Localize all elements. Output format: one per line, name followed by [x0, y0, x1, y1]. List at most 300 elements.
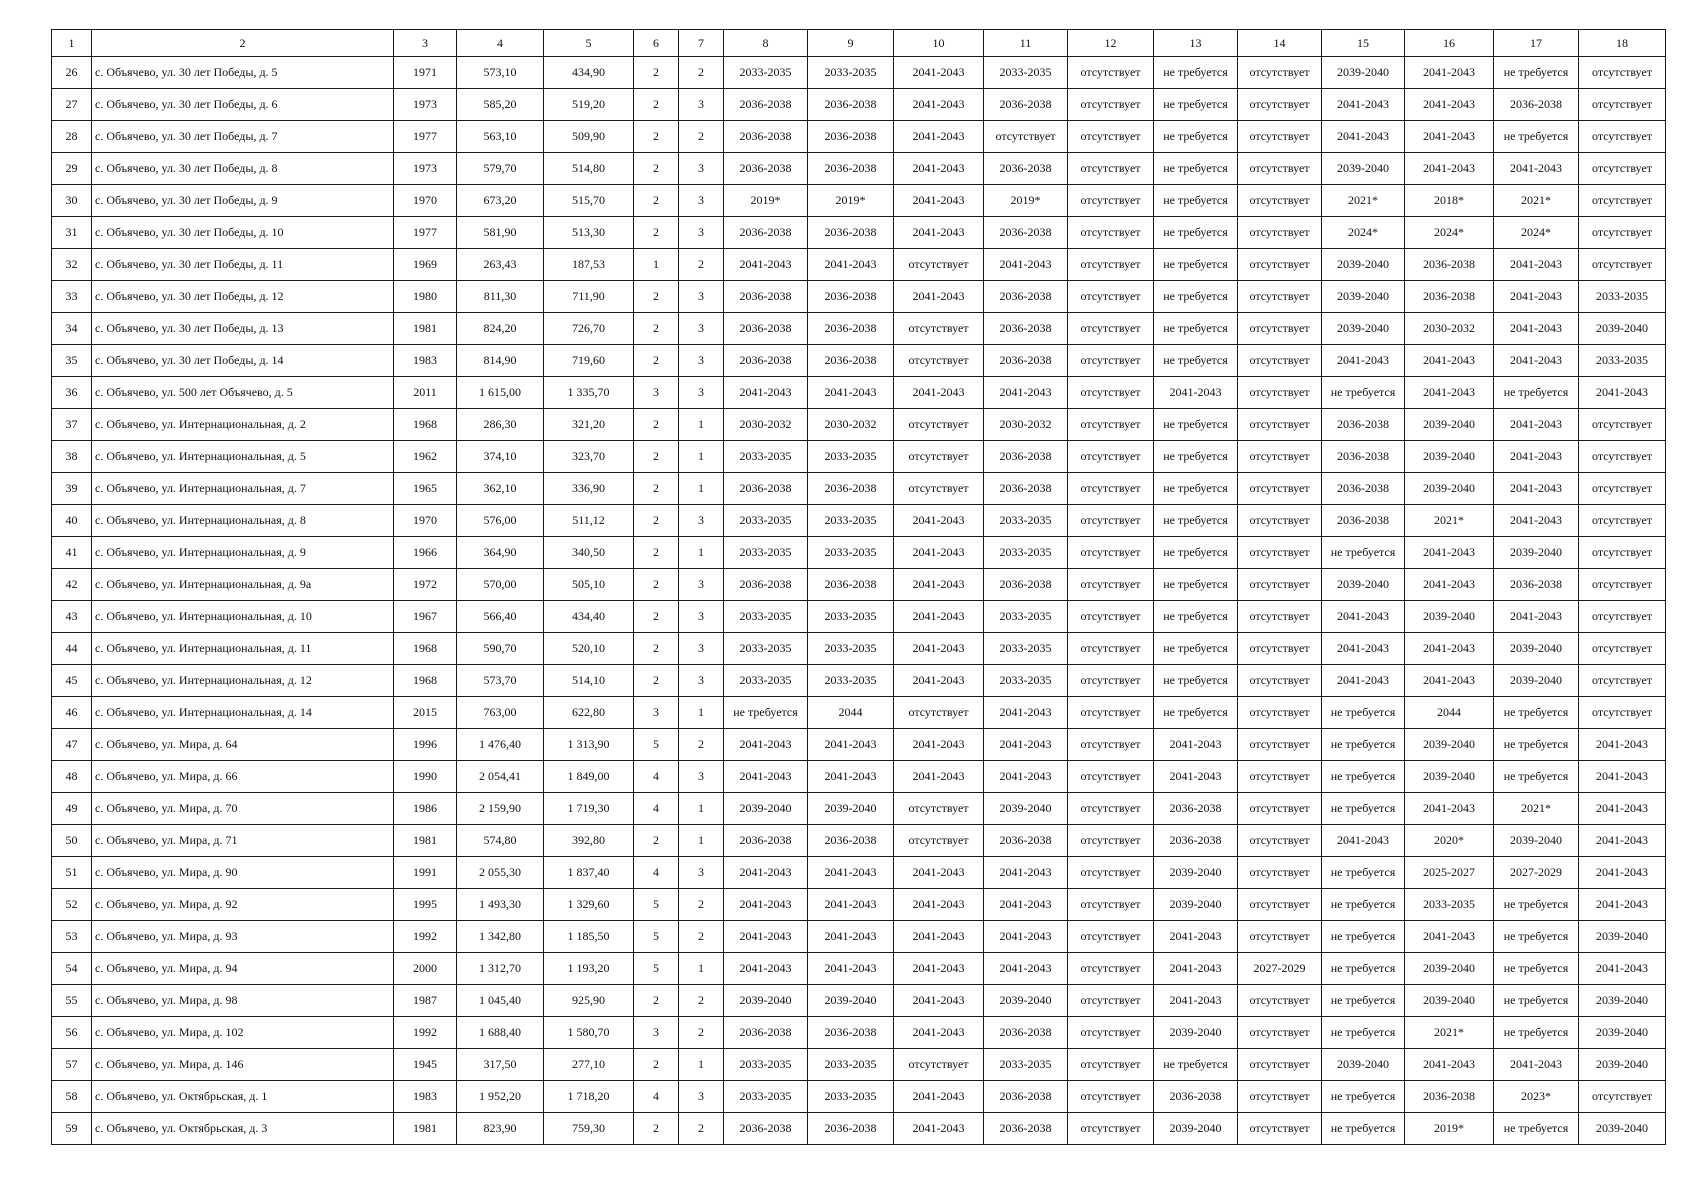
table-cell: 2041-2043 — [894, 857, 984, 889]
row-number-cell: 39 — [52, 473, 92, 505]
table-cell: 2044 — [808, 697, 894, 729]
table-cell: 2036-2038 — [984, 217, 1068, 249]
table-cell: отсутствует — [1579, 697, 1666, 729]
table-cell: 2019* — [808, 185, 894, 217]
table-cell: 2041-2043 — [984, 249, 1068, 281]
table-cell: 2 — [634, 505, 679, 537]
address-cell: с. Объячево, ул. Мира, д. 146 — [92, 1049, 394, 1081]
table-cell: 1981 — [394, 313, 457, 345]
table-cell: отсутствует — [1068, 57, 1154, 89]
table-row — [52, 889, 1666, 921]
table-cell: 2 — [634, 89, 679, 121]
table-cell: 2041-2043 — [808, 249, 894, 281]
table-row — [52, 857, 1666, 889]
table-cell: отсутствует — [1238, 601, 1322, 633]
table-cell: 2041-2043 — [1579, 793, 1666, 825]
table-cell: 2041-2043 — [1494, 313, 1579, 345]
table-cell: 2033-2035 — [808, 1081, 894, 1113]
table-cell: 1969 — [394, 249, 457, 281]
table-row — [52, 953, 1666, 985]
table-cell: 2041-2043 — [724, 953, 808, 985]
table-cell: 2041-2043 — [984, 697, 1068, 729]
table-row — [52, 153, 1666, 185]
table-cell: 2033-2035 — [1579, 281, 1666, 313]
table-row — [52, 921, 1666, 953]
table-cell: не требуется — [1322, 729, 1405, 761]
table-cell: 2036-2038 — [724, 217, 808, 249]
table-row — [52, 601, 1666, 633]
table-cell: отсутствует — [1238, 697, 1322, 729]
table-cell: 2036-2038 — [724, 473, 808, 505]
table-cell: 2041-2043 — [808, 761, 894, 793]
table-cell: 4 — [634, 761, 679, 793]
table-cell: 2039-2040 — [1405, 441, 1494, 473]
table-cell: 2036-2038 — [1494, 569, 1579, 601]
table-cell: 2039-2040 — [724, 793, 808, 825]
table-cell: отсутствует — [1579, 505, 1666, 537]
table-cell: 2033-2035 — [984, 505, 1068, 537]
table-cell: 2041-2043 — [1405, 1049, 1494, 1081]
table-cell: 2036-2038 — [984, 1113, 1068, 1145]
table-cell: 2030-2032 — [808, 409, 894, 441]
table-row — [52, 1081, 1666, 1113]
table-cell: 2039-2040 — [1322, 1049, 1405, 1081]
table-cell: 2033-2035 — [808, 537, 894, 569]
row-number-cell: 40 — [52, 505, 92, 537]
table-cell: 2036-2038 — [1154, 1081, 1238, 1113]
table-row — [52, 569, 1666, 601]
table-cell: отсутствует — [894, 345, 984, 377]
table-cell: 2039-2040 — [984, 793, 1068, 825]
table-cell: 2041-2043 — [1154, 729, 1238, 761]
table-cell: 509,90 — [544, 121, 634, 153]
table-cell: не требуется — [1322, 793, 1405, 825]
table-cell: 573,10 — [457, 57, 544, 89]
row-number-cell: 55 — [52, 985, 92, 1017]
table-cell: отсутствует — [1068, 345, 1154, 377]
table-cell: 2041-2043 — [724, 729, 808, 761]
table-cell: не требуется — [1154, 185, 1238, 217]
table-cell: 2 — [634, 313, 679, 345]
table-cell: 2041-2043 — [1322, 633, 1405, 665]
table-cell: отсутствует — [1068, 1017, 1154, 1049]
table-cell: 2041-2043 — [1579, 857, 1666, 889]
table-cell: 2033-2035 — [1405, 889, 1494, 921]
address-cell: с. Объячево, ул. 30 лет Победы, д. 12 — [92, 281, 394, 313]
table-cell: 1945 — [394, 1049, 457, 1081]
table-cell: 2 — [634, 985, 679, 1017]
table-cell: 2033-2035 — [984, 633, 1068, 665]
table-cell: 2041-2043 — [808, 857, 894, 889]
table-cell: 2041-2043 — [1405, 377, 1494, 409]
address-cell: с. Объячево, ул. Мира, д. 98 — [92, 985, 394, 1017]
address-cell: с. Объячево, ул. 30 лет Победы, д. 5 — [92, 57, 394, 89]
table-cell: отсутствует — [1238, 761, 1322, 793]
address-cell: с. Объячево, ул. Интернациональная, д. 12 — [92, 665, 394, 697]
table-cell: 374,10 — [457, 441, 544, 473]
table-cell: 2041-2043 — [894, 281, 984, 313]
table-cell: 2039-2040 — [1405, 473, 1494, 505]
row-number-cell: 56 — [52, 1017, 92, 1049]
table-cell: 2041-2043 — [984, 857, 1068, 889]
table-cell: 3 — [679, 665, 724, 697]
table-cell: 2039-2040 — [1322, 313, 1405, 345]
table-cell: не требуется — [1494, 729, 1579, 761]
table-cell: 2 — [634, 601, 679, 633]
table-row — [52, 217, 1666, 249]
table-cell: 574,80 — [457, 825, 544, 857]
table-cell: 514,10 — [544, 665, 634, 697]
column-header: 17 — [1494, 30, 1579, 57]
address-cell: с. Объячево, ул. 30 лет Победы, д. 8 — [92, 153, 394, 185]
table-cell: отсутствует — [1238, 1049, 1322, 1081]
table-cell: отсутствует — [1068, 185, 1154, 217]
table-cell: отсутствует — [1068, 217, 1154, 249]
table-cell: отсутствует — [1238, 89, 1322, 121]
table-cell: отсутствует — [1068, 441, 1154, 473]
table-cell: 2039-2040 — [1579, 1113, 1666, 1145]
data-table — [51, 29, 1666, 1145]
table-cell: 1 — [679, 1049, 724, 1081]
table-cell: отсутствует — [1068, 313, 1154, 345]
table-cell: 1965 — [394, 473, 457, 505]
column-header: 1 — [52, 30, 92, 57]
table-cell: 2024* — [1322, 217, 1405, 249]
table-cell: 2041-2043 — [1405, 345, 1494, 377]
table-cell: отсутствует — [1068, 825, 1154, 857]
table-cell: 2039-2040 — [984, 985, 1068, 1017]
table-cell: 2019* — [984, 185, 1068, 217]
table-cell: 2011 — [394, 377, 457, 409]
table-cell: 1995 — [394, 889, 457, 921]
table-cell: 2036-2038 — [724, 825, 808, 857]
table-cell: 2039-2040 — [1579, 313, 1666, 345]
column-header: 4 — [457, 30, 544, 57]
table-cell: 2033-2035 — [724, 505, 808, 537]
table-cell: 2041-2043 — [894, 921, 984, 953]
table-cell: отсутствует — [1068, 1081, 1154, 1113]
table-cell: 2036-2038 — [984, 345, 1068, 377]
table-cell: 2041-2043 — [894, 89, 984, 121]
table-cell: отсутствует — [1068, 409, 1154, 441]
address-cell: с. Объячево, ул. Мира, д. 93 — [92, 921, 394, 953]
table-cell: 2033-2035 — [984, 665, 1068, 697]
table-cell: 520,10 — [544, 633, 634, 665]
table-cell: 2039-2040 — [1494, 665, 1579, 697]
address-cell: с. Объячево, ул. Мира, д. 64 — [92, 729, 394, 761]
table-cell: 2041-2043 — [894, 569, 984, 601]
table-cell: 1992 — [394, 1017, 457, 1049]
table-row — [52, 441, 1666, 473]
row-number-cell: 27 — [52, 89, 92, 121]
table-cell: отсутствует — [1238, 633, 1322, 665]
table-cell: 2041-2043 — [1405, 569, 1494, 601]
table-cell: 2041-2043 — [1154, 985, 1238, 1017]
header-row — [52, 30, 1666, 57]
table-cell: 1970 — [394, 505, 457, 537]
table-cell: 1996 — [394, 729, 457, 761]
table-cell: 585,20 — [457, 89, 544, 121]
table-cell: 2041-2043 — [984, 889, 1068, 921]
table-cell: отсутствует — [894, 1049, 984, 1081]
table-cell: 2039-2040 — [1579, 1049, 1666, 1081]
table-cell: 2000 — [394, 953, 457, 985]
table-cell: 1 313,90 — [544, 729, 634, 761]
table-cell: 2 — [679, 729, 724, 761]
table-cell: 576,00 — [457, 505, 544, 537]
table-cell: 2041-2043 — [894, 185, 984, 217]
table-cell: отсутствует — [1238, 921, 1322, 953]
column-header: 10 — [894, 30, 984, 57]
table-cell: отсутствует — [1238, 217, 1322, 249]
table-row — [52, 185, 1666, 217]
table-cell: 2041-2043 — [808, 377, 894, 409]
address-cell: с. Объячево, ул. Интернациональная, д. 10 — [92, 601, 394, 633]
table-cell: 2021* — [1405, 1017, 1494, 1049]
table-cell: 2041-2043 — [1405, 921, 1494, 953]
table-cell: 2036-2038 — [1405, 281, 1494, 313]
table-cell: 1 952,20 — [457, 1081, 544, 1113]
table-cell: 187,53 — [544, 249, 634, 281]
table-cell: 2039-2040 — [1579, 1017, 1666, 1049]
table-cell: 1981 — [394, 1113, 457, 1145]
table-cell: 2039-2040 — [1405, 729, 1494, 761]
table-cell: не требуется — [1494, 985, 1579, 1017]
table-cell: отсутствует — [1579, 441, 1666, 473]
table-cell: не требуется — [1494, 377, 1579, 409]
table-cell: 2036-2038 — [808, 153, 894, 185]
column-header: 7 — [679, 30, 724, 57]
table-cell: 1968 — [394, 409, 457, 441]
table-cell: 579,70 — [457, 153, 544, 185]
table-cell: 573,70 — [457, 665, 544, 697]
table-cell: 711,90 — [544, 281, 634, 313]
table-cell: 514,80 — [544, 153, 634, 185]
table-cell: 2041-2043 — [1405, 153, 1494, 185]
table-cell: 2030-2032 — [1405, 313, 1494, 345]
table-cell: 673,20 — [457, 185, 544, 217]
table-cell: не требуется — [1154, 505, 1238, 537]
table-cell: отсутствует — [894, 793, 984, 825]
table-cell: 2041-2043 — [1494, 441, 1579, 473]
table-cell: 1 193,20 — [544, 953, 634, 985]
table-cell: 2039-2040 — [1322, 249, 1405, 281]
table-cell: 1973 — [394, 153, 457, 185]
row-number-cell: 30 — [52, 185, 92, 217]
table-cell: 1992 — [394, 921, 457, 953]
table-cell: 2033-2035 — [808, 1049, 894, 1081]
table-cell: 364,90 — [457, 537, 544, 569]
table-cell: 2041-2043 — [894, 633, 984, 665]
table-cell: 263,43 — [457, 249, 544, 281]
table-cell: 2024* — [1494, 217, 1579, 249]
table-row — [52, 825, 1666, 857]
table-cell: 2019* — [724, 185, 808, 217]
table-cell: 2041-2043 — [1154, 953, 1238, 985]
table-cell: отсутствует — [1238, 185, 1322, 217]
table-cell: 3 — [679, 313, 724, 345]
table-cell: 2033-2035 — [724, 537, 808, 569]
row-number-cell: 45 — [52, 665, 92, 697]
table-cell: 2036-2038 — [984, 89, 1068, 121]
table-cell: 1 — [679, 473, 724, 505]
table-cell: 5 — [634, 729, 679, 761]
table-cell: отсутствует — [1068, 281, 1154, 313]
table-cell: отсутствует — [1068, 857, 1154, 889]
table-cell: 581,90 — [457, 217, 544, 249]
table-cell: не требуется — [1322, 857, 1405, 889]
table-cell: 2041-2043 — [1405, 89, 1494, 121]
column-header: 11 — [984, 30, 1068, 57]
table-cell: 2041-2043 — [1494, 345, 1579, 377]
table-cell: 2 — [634, 441, 679, 473]
table-cell: 1 615,00 — [457, 377, 544, 409]
table-cell: 1 312,70 — [457, 953, 544, 985]
column-header: 2 — [92, 30, 394, 57]
table-cell: 3 — [679, 633, 724, 665]
row-number-cell: 31 — [52, 217, 92, 249]
table-cell: 1968 — [394, 665, 457, 697]
table-cell: 2036-2038 — [1154, 793, 1238, 825]
table-cell: 2041-2043 — [894, 985, 984, 1017]
table-cell: 2 — [634, 473, 679, 505]
table-cell: 2044 — [1405, 697, 1494, 729]
table-cell: не требуется — [1322, 889, 1405, 921]
table-cell: 1980 — [394, 281, 457, 313]
table-cell: отсутствует — [1068, 793, 1154, 825]
table-cell: не требуется — [1322, 761, 1405, 793]
table-cell: 2033-2035 — [724, 57, 808, 89]
table-cell: не требуется — [1154, 697, 1238, 729]
table-cell: 2021* — [1494, 793, 1579, 825]
table-row — [52, 89, 1666, 121]
table-cell: отсутствует — [1068, 921, 1154, 953]
table-cell: 2024* — [1405, 217, 1494, 249]
table-cell: 3 — [679, 1081, 724, 1113]
table-cell: 2036-2038 — [1322, 473, 1405, 505]
table-cell: 336,90 — [544, 473, 634, 505]
table-cell: 2036-2038 — [724, 1017, 808, 1049]
table-cell: отсутствует — [1238, 409, 1322, 441]
table-cell: 3 — [679, 377, 724, 409]
table-cell: 2041-2043 — [724, 249, 808, 281]
table-cell: 1 476,40 — [457, 729, 544, 761]
table-row — [52, 985, 1666, 1017]
table-cell: 1 342,80 — [457, 921, 544, 953]
table-cell: 2036-2038 — [724, 345, 808, 377]
table-cell: отсутствует — [1068, 985, 1154, 1017]
address-cell: с. Объячево, ул. 30 лет Победы, д. 11 — [92, 249, 394, 281]
table-cell: отсутствует — [1238, 153, 1322, 185]
row-number-cell: 34 — [52, 313, 92, 345]
address-cell: с. Объячево, ул. Мира, д. 102 — [92, 1017, 394, 1049]
table-cell: не требуется — [1322, 985, 1405, 1017]
table-cell: 2041-2043 — [894, 505, 984, 537]
table-cell: 3 — [634, 1017, 679, 1049]
table-row — [52, 1049, 1666, 1081]
address-cell: с. Объячево, ул. Интернациональная, д. 8 — [92, 505, 394, 537]
row-number-cell: 53 — [52, 921, 92, 953]
table-cell: отсутствует — [1068, 377, 1154, 409]
table-cell: 2 — [679, 1017, 724, 1049]
table-cell: 2 — [634, 57, 679, 89]
table-cell: отсутствует — [1238, 345, 1322, 377]
table-row — [52, 505, 1666, 537]
table-cell: 1977 — [394, 217, 457, 249]
table-cell: 317,50 — [457, 1049, 544, 1081]
row-number-cell: 59 — [52, 1113, 92, 1145]
table-cell: 2039-2040 — [1154, 889, 1238, 921]
table-cell: 3 — [679, 345, 724, 377]
table-cell: 1983 — [394, 1081, 457, 1113]
table-cell: 2039-2040 — [1405, 601, 1494, 633]
table-cell: 2036-2038 — [984, 1017, 1068, 1049]
table-cell: 2041-2043 — [894, 729, 984, 761]
table-cell: 2036-2038 — [808, 345, 894, 377]
table-cell: отсутствует — [1579, 89, 1666, 121]
table-row — [52, 729, 1666, 761]
row-number-cell: 58 — [52, 1081, 92, 1113]
table-cell: 2041-2043 — [1322, 345, 1405, 377]
table-cell: не требуется — [1494, 953, 1579, 985]
table-cell: 2039-2040 — [1154, 1017, 1238, 1049]
table-cell: 2041-2043 — [984, 729, 1068, 761]
table-cell: 2033-2035 — [984, 1049, 1068, 1081]
table-cell: 1977 — [394, 121, 457, 153]
table-cell: 519,20 — [544, 89, 634, 121]
row-number-cell: 33 — [52, 281, 92, 313]
table-cell: отсутствует — [1579, 409, 1666, 441]
table-cell: отсутствует — [1579, 153, 1666, 185]
table-cell: 763,00 — [457, 697, 544, 729]
table-cell: 2 — [679, 985, 724, 1017]
column-header: 16 — [1405, 30, 1494, 57]
address-cell: с. Объячево, ул. Мира, д. 70 — [92, 793, 394, 825]
table-cell: 2039-2040 — [1405, 953, 1494, 985]
table-cell: 2030-2032 — [984, 409, 1068, 441]
table-row — [52, 345, 1666, 377]
table-cell: 2041-2043 — [894, 1113, 984, 1145]
table-cell: 2036-2038 — [808, 825, 894, 857]
table-cell: 2033-2035 — [724, 665, 808, 697]
table-row — [52, 793, 1666, 825]
table-row — [52, 1017, 1666, 1049]
table-cell: 590,70 — [457, 633, 544, 665]
table-cell: 2036-2038 — [984, 313, 1068, 345]
table-cell: 2041-2043 — [1322, 121, 1405, 153]
table-cell: 3 — [679, 761, 724, 793]
table-cell: не требуется — [1494, 761, 1579, 793]
table-cell: 362,10 — [457, 473, 544, 505]
address-cell: с. Объячево, ул. 30 лет Победы, д. 13 — [92, 313, 394, 345]
table-cell: отсутствует — [1238, 793, 1322, 825]
table-cell: 2036-2038 — [724, 121, 808, 153]
table-cell: 2036-2038 — [808, 473, 894, 505]
table-cell: 3 — [679, 569, 724, 601]
column-header: 13 — [1154, 30, 1238, 57]
table-cell: 2025-2027 — [1405, 857, 1494, 889]
table-cell: 2041-2043 — [1405, 121, 1494, 153]
table-cell: 566,40 — [457, 601, 544, 633]
table-cell: 2041-2043 — [894, 889, 984, 921]
table-cell: 2 — [634, 633, 679, 665]
table-cell: 823,90 — [457, 1113, 544, 1145]
row-number-cell: 29 — [52, 153, 92, 185]
table-cell: не требуется — [1494, 57, 1579, 89]
table-cell: не требуется — [1322, 1113, 1405, 1145]
table-cell: 2036-2038 — [808, 569, 894, 601]
address-cell: с. Объячево, ул. Интернациональная, д. 11 — [92, 633, 394, 665]
